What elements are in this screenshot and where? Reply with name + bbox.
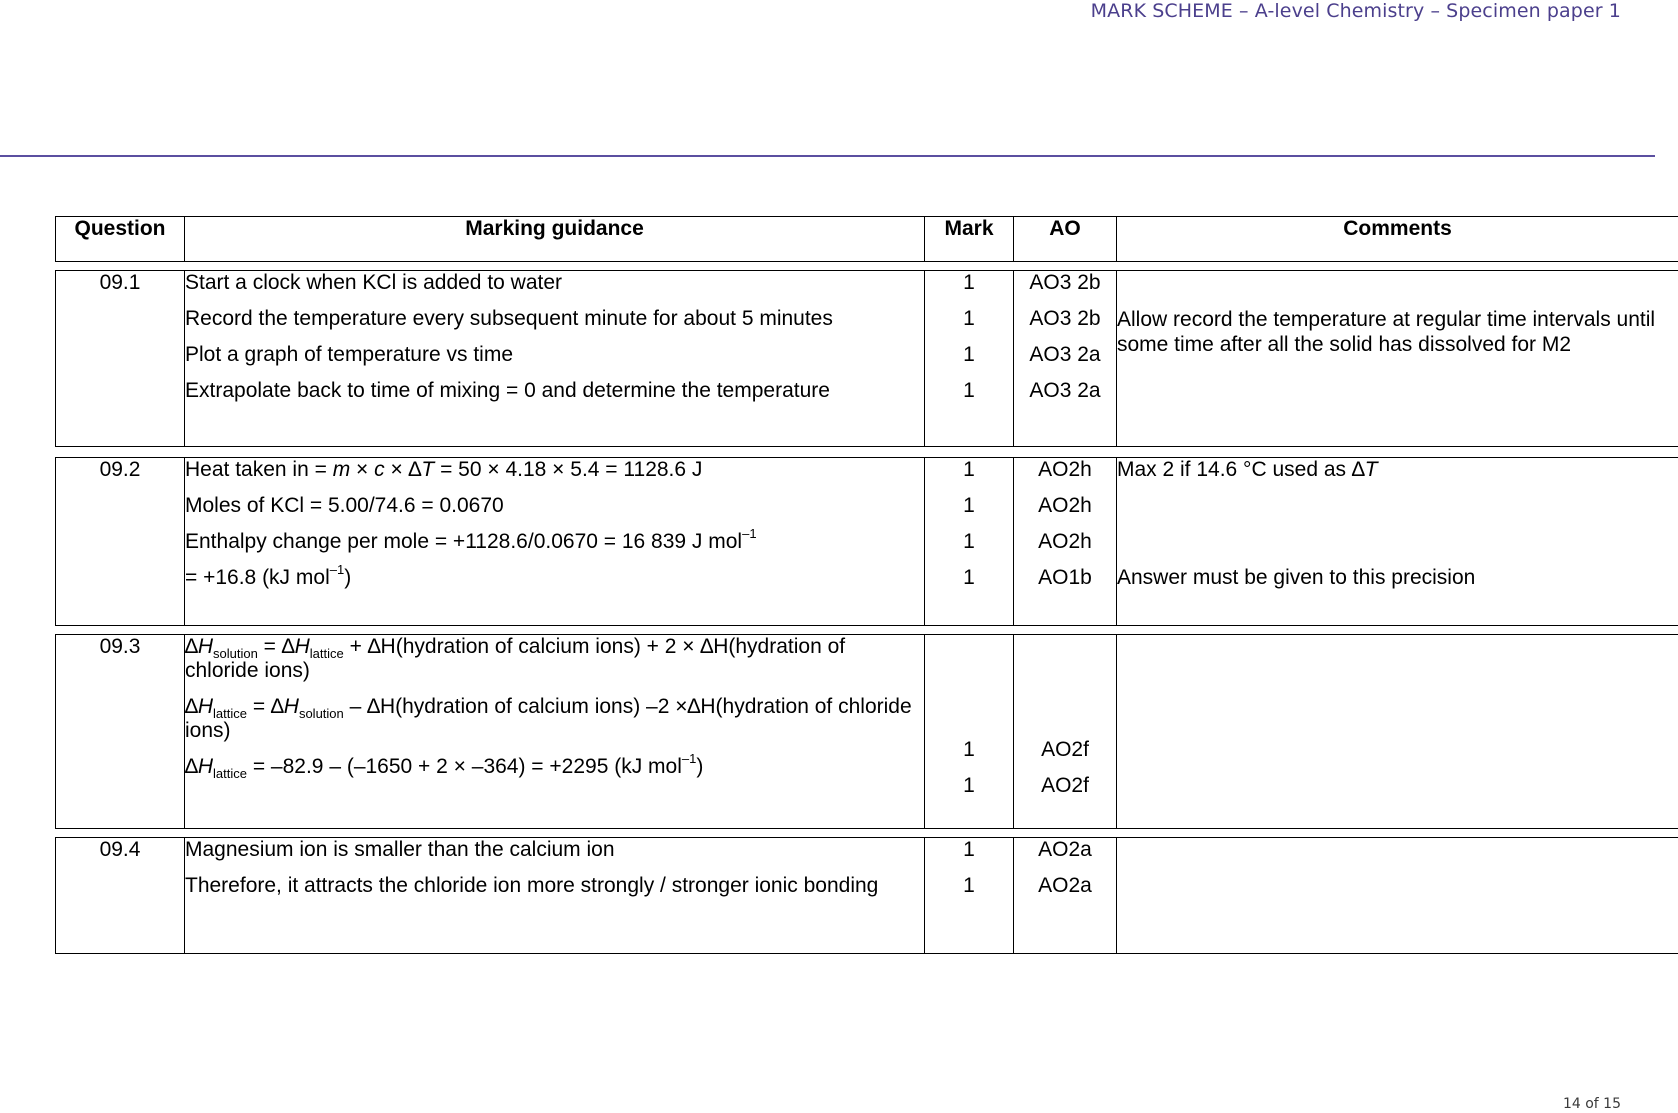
running-header: MARK SCHEME – A-level Chemistry – Specimen paper 1 xyxy=(1090,0,1621,22)
guidance-line: Moles of KCl = 5.00/74.6 = 0.0670 xyxy=(185,494,504,517)
ao-cell xyxy=(1014,458,1117,626)
question-number: 09.2 xyxy=(56,458,185,626)
ao-cell xyxy=(1014,635,1117,829)
question-block-09-3 xyxy=(55,634,1678,829)
guidance-line: Extrapolate back to time of mixing = 0 and determine the temperature xyxy=(185,379,830,402)
ao-value: AO2f xyxy=(1041,774,1089,797)
mark-value: 1 xyxy=(963,271,975,294)
guidance-line: Enthalpy change per mole = +1128.6/0.0670 = 16 839 J mol$^{-1}$ xyxy=(185,526,757,553)
guidance-line: $\Delta H_{lattice} = -82.9 - (-1650 + 2 \times -364) = +2295$ (kJ mol$^{-1}$) xyxy=(185,751,704,782)
col-question: Question xyxy=(56,217,185,262)
guidance-line: Heat taken in = m × c × ∆T = 50 × 4.18 × 5.4 = 1128.6 J xyxy=(185,458,703,481)
mark-value: 1 xyxy=(963,307,975,330)
mark-value: 1 xyxy=(963,494,975,517)
header-rule xyxy=(0,155,1655,157)
mark-value: 1 xyxy=(963,530,975,553)
comments-cell xyxy=(1117,838,1678,954)
mark-value: 1 xyxy=(963,874,975,897)
question-block-09-4 xyxy=(55,837,1678,954)
ao-value: AO3 2a xyxy=(1029,343,1101,366)
comment-text: Allow record the temperature at regular time intervals until some time after all the solid has dissolved for M2 xyxy=(1117,308,1656,356)
page-number: 14 of 15 xyxy=(1562,1096,1621,1112)
mark-cell xyxy=(925,271,1014,447)
comments-cell xyxy=(1117,458,1678,626)
guidance-line: Therefore, it attracts the chloride ion more strongly / stronger ionic bonding xyxy=(185,874,879,897)
question-number: 09.4 xyxy=(56,838,185,954)
mark-value: 1 xyxy=(963,379,975,402)
ao-value: AO2h xyxy=(1038,458,1092,481)
mark-value: 1 xyxy=(963,343,975,366)
marking-guidance xyxy=(185,458,925,626)
guidance-line: Plot a graph of temperature vs time xyxy=(185,343,513,366)
ao-value: AO2h xyxy=(1038,494,1092,517)
ao-value: AO2h xyxy=(1038,530,1092,553)
question-block-09-2 xyxy=(55,457,1678,626)
mark-value: 1 xyxy=(963,458,975,481)
comments-cell xyxy=(1117,271,1678,447)
mark-value: 1 xyxy=(963,738,975,761)
mark-value: 1 xyxy=(963,838,975,861)
ao-cell xyxy=(1014,838,1117,954)
mark-cell xyxy=(925,838,1014,954)
ao-value: AO3 2b xyxy=(1029,271,1101,294)
ao-value: AO1b xyxy=(1038,566,1092,589)
ao-cell xyxy=(1014,271,1117,447)
ao-value: AO3 2a xyxy=(1029,379,1101,402)
col-comments: Comments xyxy=(1117,217,1678,262)
guidance-line: Start a clock when KCl is added to water xyxy=(185,271,563,294)
ao-value: AO3 2b xyxy=(1029,307,1101,330)
ao-value: AO2a xyxy=(1038,838,1092,861)
marking-guidance xyxy=(185,838,925,954)
ao-value: AO2f xyxy=(1041,738,1089,761)
question-number: 09.3 xyxy=(56,635,185,829)
marking-guidance xyxy=(185,635,925,829)
question-block-09-1 xyxy=(55,270,1678,447)
guidance-line: Magnesium ion is smaller than the calcium ion xyxy=(185,838,615,861)
mark-value: 1 xyxy=(963,774,975,797)
mark-value: 1 xyxy=(963,566,975,589)
comment-text: Max 2 if 14.6 °C used as ∆T xyxy=(1117,458,1378,481)
comments-cell xyxy=(1117,635,1678,829)
ao-value: AO2a xyxy=(1038,874,1092,897)
col-guidance: Marking guidance xyxy=(185,217,925,262)
mark-cell xyxy=(925,635,1014,829)
marking-guidance xyxy=(185,271,925,447)
col-mark: Mark xyxy=(925,217,1014,262)
guidance-line: $\Delta H_{solution} = \Delta H_{lattice}$ + ∆H(hydration of calcium ions) + 2 × ∆H(hydration of chloride ions) xyxy=(185,635,846,682)
guidance-line: $\Delta H_{lattice} = \Delta H_{solution}$ – ∆H(hydration of calcium ions) –2 ×∆H(hydration of chloride ions) xyxy=(185,695,912,742)
mark-cell xyxy=(925,458,1014,626)
guidance-line: = +16.8 (kJ mol$^{-1}$) xyxy=(185,562,352,589)
col-ao: AO xyxy=(1014,217,1117,262)
comment-text: Answer must be given to this precision xyxy=(1117,566,1476,589)
question-number: 09.1 xyxy=(56,271,185,447)
table-header xyxy=(55,216,1678,262)
guidance-line: Record the temperature every subsequent minute for about 5 minutes xyxy=(185,307,833,330)
